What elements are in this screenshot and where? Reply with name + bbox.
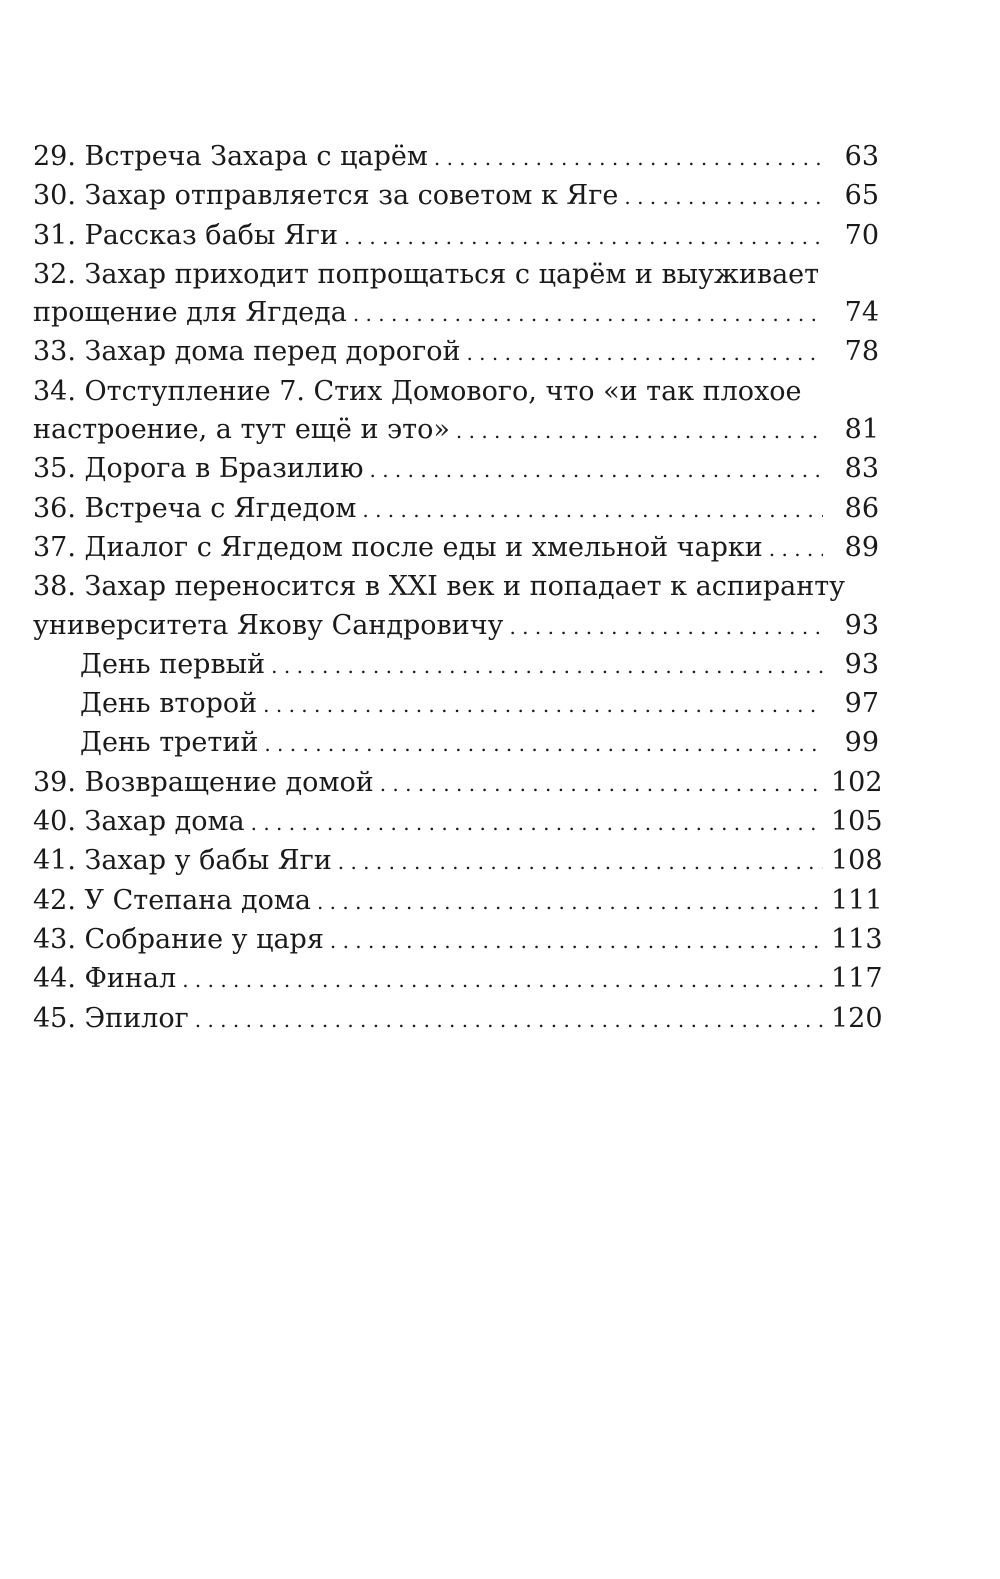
toc-subentry-title: День третий <box>80 727 259 759</box>
dot-leader <box>195 1000 823 1039</box>
toc-entry-page: 97 <box>844 688 879 720</box>
toc-entry <box>33 490 879 529</box>
dot-leader <box>353 294 823 333</box>
toc-entry-title: 35. Дорога в Бразилию <box>33 453 364 485</box>
toc-entry-title: 45. Эпилог <box>33 1002 189 1034</box>
toc-entry-page: 99 <box>844 727 879 759</box>
toc-entry-page: 65 <box>844 180 879 212</box>
dot-leader <box>264 724 823 763</box>
toc-subentry-title: День первый <box>80 648 266 680</box>
dot-leader <box>624 177 823 216</box>
toc-entry-page: 74 <box>844 297 879 329</box>
toc-entry-title: 38. Захар переносится в XXI век и попадает к аспиранту <box>33 571 846 603</box>
toc-entry-title: 43. Собрание у царя <box>33 923 324 955</box>
toc-entry-page: 89 <box>844 531 879 563</box>
dot-leader <box>251 803 823 842</box>
toc-entry-page: 93 <box>844 648 879 680</box>
toc-entry-page: 102 <box>831 766 883 798</box>
toc-entry-page: 86 <box>844 492 879 524</box>
toc-entry <box>33 333 879 372</box>
dot-leader <box>263 685 823 724</box>
dot-leader <box>456 411 823 450</box>
toc-entry <box>33 764 883 803</box>
toc-entry-page: 120 <box>831 1002 883 1034</box>
toc-entry-title: 42. У Степана дома <box>33 884 311 916</box>
toc-subentry <box>33 685 879 724</box>
toc-entry <box>33 138 879 177</box>
toc-entry <box>33 568 879 646</box>
toc-entry-page: 111 <box>831 884 883 916</box>
dot-leader <box>362 490 823 529</box>
toc-entry-title: 41. Захар у бабы Яги <box>33 845 332 877</box>
toc-entry <box>33 921 883 960</box>
toc-entry <box>33 217 879 256</box>
dot-leader <box>330 921 823 960</box>
toc-entry <box>33 450 879 489</box>
toc-entry-title: 39. Возвращение домой <box>33 766 374 798</box>
toc-entry <box>33 373 879 451</box>
toc-entry-page: 70 <box>844 219 879 251</box>
toc-entry-title: 37. Диалог с Ягдедом после еды и хмельной чарки <box>33 531 763 563</box>
toc-entry-page: 81 <box>844 414 879 446</box>
toc-entry-title: 32. Захар приходит попрощаться с царём и выуживает <box>33 258 820 290</box>
dot-leader <box>434 138 823 177</box>
dot-leader <box>271 646 823 685</box>
toc-subentry <box>33 724 879 763</box>
toc-entry <box>33 256 879 334</box>
toc-entry-page: 93 <box>844 609 879 641</box>
toc-entry-page: 63 <box>844 141 879 172</box>
toc-entry-page: 105 <box>831 806 883 838</box>
toc-entry-page: 108 <box>831 845 883 877</box>
toc-entry-page: 83 <box>844 453 879 485</box>
toc-entry-title-continuation: настроение, а тут ещё и это» <box>33 414 450 446</box>
toc-entry-title: 36. Встреча с Ягдедом <box>33 492 357 524</box>
toc-subentry-title: День второй <box>80 688 258 720</box>
dot-leader <box>182 960 823 999</box>
toc-entry <box>33 177 879 216</box>
dot-leader <box>317 882 823 921</box>
toc-subentry <box>33 646 879 685</box>
dot-leader <box>344 217 823 256</box>
table-of-contents <box>33 138 883 1039</box>
toc-entry-title-continuation: университета Якову Сандровичу <box>33 609 504 641</box>
toc-entry-page: 117 <box>831 963 883 995</box>
toc-entry-title: 31. Рассказ бабы Яги <box>33 219 338 251</box>
toc-entry <box>33 1000 883 1039</box>
dot-leader <box>380 764 823 803</box>
toc-entry <box>33 803 883 842</box>
dot-leader <box>769 529 823 568</box>
dot-leader <box>369 450 823 489</box>
toc-entry-title-continuation: прощение для Ягдеда <box>33 297 347 329</box>
toc-entry-title: 44. Финал <box>33 963 177 995</box>
dot-leader <box>338 842 823 881</box>
toc-entry <box>33 529 879 568</box>
toc-entry <box>33 960 883 999</box>
toc-entry-page: 78 <box>844 336 879 368</box>
toc-entry-page: 113 <box>831 923 883 955</box>
toc-entry-title: 30. Захар отправляется за советом к Яге <box>33 180 619 212</box>
toc-entry-title: 33. Захар дома перед дорогой <box>33 336 461 368</box>
dot-leader <box>466 333 823 372</box>
toc-entry-title: 40. Захар дома <box>33 806 245 838</box>
toc-entry-title: 34. Отступление 7. Стих Домового, что «и так плохое <box>33 375 802 407</box>
toc-entry <box>33 882 883 921</box>
toc-entry-title: 29. Встреча Захара с царём <box>33 141 428 172</box>
toc-entry <box>33 842 883 881</box>
dot-leader <box>509 607 823 646</box>
